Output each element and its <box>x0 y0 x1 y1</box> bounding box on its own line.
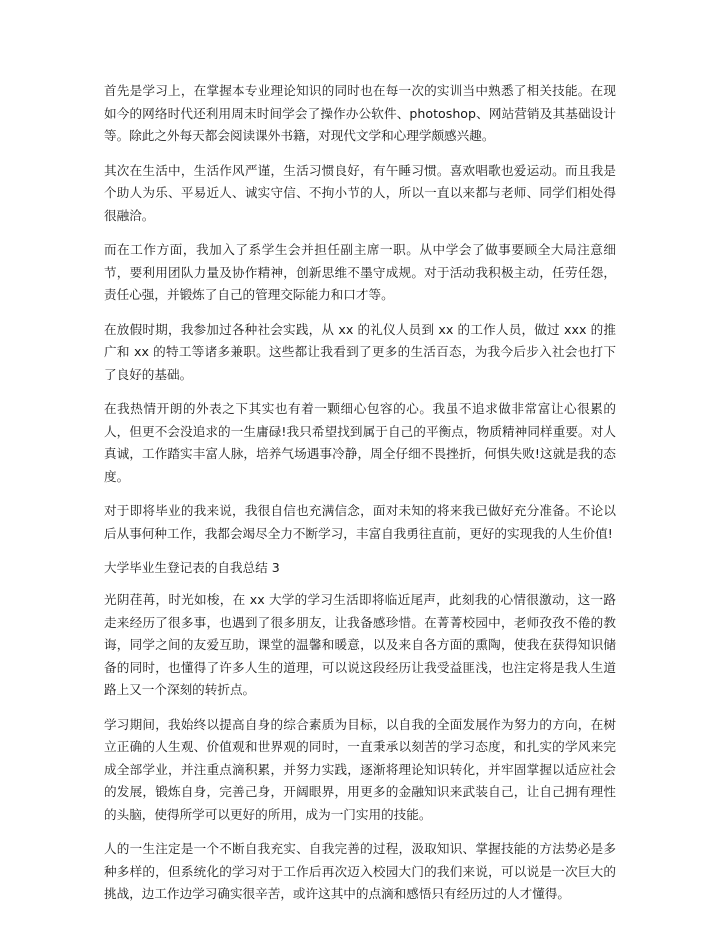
paragraph-work: 而在工作方面，我加入了系学生会并担任副主席一职。从中学会了做事要顾全大局注意细节，要利用团队力量及协作精神，创新思维不墨守成规。对于活动我积极主动，任劳任怨，责任心强，并锻炼了自己的管理交际能力和口才等。 <box>104 242 616 302</box>
paragraph-life: 其次在生活中，生活作风严谨，生活习惯良好，有午睡习惯。喜欢唱歌也爱运动。而且我是个助人为乐、平易近人、诚实守信、不拘小节的人，所以一直以来都与老师、同学们相处得很融洽。 <box>104 162 616 223</box>
paragraph-study: 首先是学习上，在掌握本专业理论知识的同时也在每一次的实训当中熟悉了相关技能。在现如今的网络时代还利用周末时间学会了操作办公软件、photoshop、网站营销及其基础设计等。除此之外每天都会阅读课外书籍，对现代文学和心理学颇感兴趣。 <box>104 83 616 143</box>
section-title: 大学毕业生登记表的自我总结 3 <box>104 560 280 575</box>
document-page <box>104 80 616 918</box>
paragraph-vacation: 在放假时期，我参加过各种社会实践，从 xx 的礼仪人员到 xx 的工作人员，做过 xxx 的推广和 xx 的特工等诸多兼职。这些都让我看到了更多的生活百态，为我今后步入社会也打下了良好的基础。 <box>104 321 616 382</box>
paragraph-attitude: 在我热情开朗的外表之下其实也有着一颗细心包容的心。我虽不追求做非常富让心很累的人，但更不会没追求的一生庸碌!我只希望找到属于自己的平衡点，物质精神同样重要。对人真诚，工作踏实丰富人脉，培养气场遇事冷静，周全仔细不畏挫折，何惧失败!这就是我的态度。 <box>104 401 616 484</box>
paragraph-study-period: 学习期间，我始终以提高自身的综合素质为目标，以自我的全面发展作为努力的方向，在树立正确的人生观、价值观和世界观的同时，一直秉承以刻苦的学习态度，和扎实的学风来完成全部学业，并注重点滴积累，并努力实践，逐渐将理论知识转化，并牢固掌握以适应社会的发展，锻炼自身，完善己身，开阔眼界，用更多的金融知识来武装自己，让自己拥有理性的头脑，使得所学可以更好的所用，成为一门实用的技能。 <box>104 716 616 822</box>
paragraph-university-life: 光阴荏苒，时光如梭，在 xx 大学的学习生活即将临近尾声，此刻我的心情很激动，这一路走来经历了很多事，也遇到了很多朋友，让我备感珍惜。在菁菁校园中，老师孜孜不倦的教诲，同学之间的友爱互助，课堂的温馨和暖意，以及来自各方面的熏陶，使我在获得知识储备的同时，也懂得了许多人生的道理，可以说这段经历让我受益匪浅，也注定将是我人生道路上又一个深刻的转折点。 <box>104 592 616 697</box>
paragraph-lifelong-learning: 人的一生注定是一个不断自我充实、自我完善的过程，汲取知识、掌握技能的方法势必是多种多样的，但系统化的学习对于工作后再次迈入校园大门的我们来说，可以说是一次巨大的挑战，边工作边学习确实很辛苦，或许这其中的点滴和感悟只有经历过的人才懂得。 <box>104 841 616 901</box>
paragraph-graduation: 对于即将毕业的我来说，我很自信也充满信念，面对未知的将来我已做好充分准备。不论以后从事何种工作，我都会竭尽全力不断学习，丰富自我勇往直前，更好的实现我的人生价值! <box>104 503 616 541</box>
